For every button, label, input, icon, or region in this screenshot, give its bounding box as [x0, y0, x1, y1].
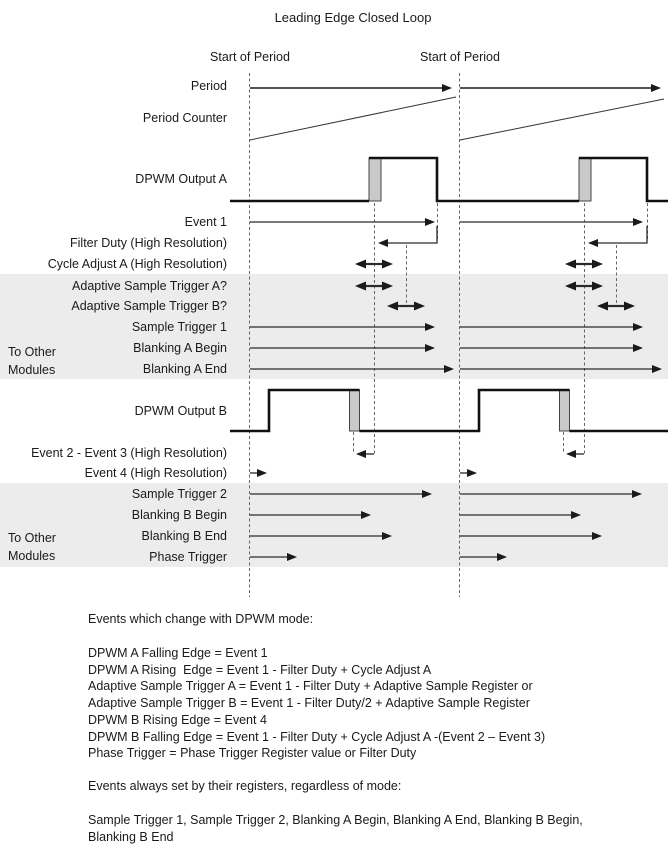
label-sample-trigger-2: Sample Trigger 2: [131, 487, 227, 501]
notes-mode-equations: [88, 645, 545, 762]
mode-equation-line: DPWM B Rising Edge = Event 4: [88, 712, 267, 727]
dpwm-a-waveform: [230, 158, 668, 201]
notes-heading-registers: Events always set by their registers, regardless of mode:: [88, 779, 402, 793]
mode-equation-line: Adaptive Sample Trigger A = Event 1 - Filter Duty + Adaptive Sample Register or: [88, 679, 533, 694]
label-phase-trigger: Phase Trigger: [149, 550, 227, 564]
mode-equation-line: Adaptive Sample Trigger B = Event 1 - Filter Duty/2 + Adaptive Sample Register: [88, 696, 530, 711]
label-blanking-b-end: Blanking B End: [141, 529, 227, 543]
dpwm-b-waveform: [230, 390, 668, 431]
label-blanking-a-begin: Blanking A Begin: [133, 341, 227, 355]
label-adaptive-sample-trigger-b: Adaptive Sample Trigger B?: [71, 299, 227, 313]
start-of-period-label-1: Start of Period: [210, 50, 290, 64]
label-event-1: Event 1: [184, 215, 227, 229]
period-counter-ramps: [250, 97, 664, 140]
label-sample-trigger-1: Sample Trigger 1: [131, 320, 227, 334]
dpwm-a-rising-jitter-bar-2: [579, 158, 591, 201]
dpwm-a-rising-jitter-bar-1: [369, 158, 381, 201]
label-blanking-b-begin: Blanking B Begin: [131, 508, 227, 522]
label-dpwm-output-b: DPWM Output B: [134, 404, 227, 418]
mode-equation-line: Phase Trigger = Phase Trigger Register value or Filter Duty: [88, 746, 417, 761]
notes-heading-mode: Events which change with DPWM mode:: [88, 612, 314, 626]
mode-equation-line: DPWM B Falling Edge = Event 1 - Filter Duty + Cycle Adjust A -(Event 2 – Event 3): [88, 729, 546, 744]
figure-title: Leading Edge Closed Loop: [274, 10, 432, 25]
mode-equation-line: DPWM A Falling Edge = Event 1: [88, 646, 268, 660]
label-event-2-3: Event 2 - Event 3 (High Resolution): [31, 446, 227, 460]
filter-duty-arrows: [380, 226, 647, 243]
mode-equation-line: DPWM A Rising Edge = Event 1 - Filter Duty + Cycle Adjust A: [88, 662, 432, 677]
label-blanking-a-end: Blanking A End: [142, 362, 227, 376]
dpwm-a-jitter-bars: [369, 158, 591, 201]
label-event-4: Event 4 (High Resolution): [84, 466, 227, 480]
label-period: Period: [190, 79, 227, 93]
dpwm-b-falling-jitter-bar-2: [560, 390, 570, 431]
notes-register-events: Sample Trigger 1, Sample Trigger 2, Blanking A Begin, Blanking A End, Blanking B Begin, Blanking B End: [88, 813, 583, 844]
to-other-modules-label-2: To Other Modules: [8, 531, 56, 563]
dpwm-b-falling-jitter-bar-1: [350, 390, 360, 431]
to-other-modules-label-1: To Other Modules: [8, 345, 56, 377]
label-cycle-adjust-a: Cycle Adjust A (High Resolution): [47, 257, 227, 271]
label-filter-duty: Filter Duty (High Resolution): [70, 236, 227, 250]
label-period-counter: Period Counter: [142, 111, 227, 125]
label-dpwm-output-a: DPWM Output A: [135, 172, 227, 186]
start-of-period-label-2: Start of Period: [420, 50, 500, 64]
label-adaptive-sample-trigger-a: Adaptive Sample Trigger A?: [72, 279, 227, 293]
